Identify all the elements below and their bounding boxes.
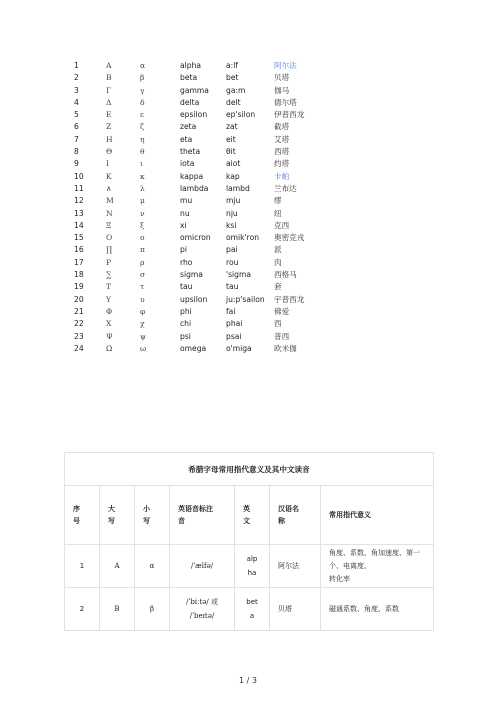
letter-lowercase: κ <box>140 171 145 181</box>
row1-en-line2: ha <box>247 569 257 577</box>
letter-number: 15 <box>74 233 84 243</box>
row2-meaning <box>321 588 434 631</box>
list-item <box>74 294 434 306</box>
header-cn <box>270 486 321 545</box>
list-item <box>74 208 434 220</box>
header-ipa-line2: 音 <box>178 517 185 525</box>
header-en-line1: 英 <box>243 505 250 513</box>
list-item <box>74 146 434 158</box>
list-item <box>74 318 434 330</box>
letter-number: 10 <box>74 171 84 181</box>
letter-lowercase: η <box>140 134 145 144</box>
row1-en <box>235 545 270 588</box>
page-indicator: 1 / 3 <box>239 676 257 685</box>
letter-lowercase: ι <box>140 159 143 169</box>
letter-chinese-name: 德尔塔 <box>274 97 297 107</box>
letter-lowercase: λ <box>140 183 145 193</box>
row2-en-line1: bet <box>246 598 258 606</box>
letter-lowercase: ω <box>140 343 147 353</box>
letter-number: 21 <box>74 306 84 316</box>
letter-chinese-name: 派 <box>274 245 282 255</box>
table-row <box>65 545 434 588</box>
table-header-row <box>65 486 434 545</box>
letter-lowercase: ρ <box>140 257 145 267</box>
letter-lowercase: υ <box>140 294 145 304</box>
letter-english-name: zeta <box>180 122 197 132</box>
row1-meaning-line2: 转化率 <box>329 574 350 583</box>
header-lower-line1: 小 <box>143 505 150 513</box>
list-item <box>74 85 434 97</box>
row2-ipa <box>170 588 235 631</box>
letter-english-name: rho <box>180 257 193 267</box>
letter-number: 14 <box>74 220 84 230</box>
letter-chinese-name: 西格马 <box>274 270 297 280</box>
letter-number: 2 <box>74 73 79 83</box>
letter-uppercase: Ρ <box>106 257 112 267</box>
letter-chinese-name: 伽马 <box>274 85 290 95</box>
list-item <box>74 220 434 232</box>
letter-lowercase: β <box>140 73 145 83</box>
header-lower <box>135 486 170 545</box>
list-item <box>74 257 434 269</box>
row1-cn: 阿尔法 <box>270 545 321 588</box>
letter-uppercase: Δ <box>106 97 112 107</box>
letter-pronunciation: lambd <box>226 183 250 193</box>
letter-pronunciation: kap <box>226 171 240 181</box>
letter-uppercase: ∧ <box>106 183 112 193</box>
letter-number: 20 <box>74 294 84 304</box>
letter-pronunciation: bet <box>226 73 239 83</box>
row1-ipa <box>170 545 235 588</box>
letter-uppercase: Χ <box>106 319 112 329</box>
list-item <box>74 109 434 121</box>
letter-chinese-name: 截塔 <box>274 122 290 132</box>
letter-chinese-name: 克西 <box>274 220 290 230</box>
letter-english-name: eta <box>180 134 193 144</box>
letter-chinese-name: 普西 <box>274 331 290 341</box>
letter-uppercase: Φ <box>106 306 113 316</box>
list-item <box>74 60 434 72</box>
letter-number: 18 <box>74 270 84 280</box>
letter-pronunciation: tau <box>226 282 239 292</box>
letter-pronunciation: omik'ron <box>226 233 260 243</box>
letter-number: 17 <box>74 257 84 267</box>
letter-lowercase: γ <box>140 85 145 95</box>
header-ipa-line1: 英语音标注 <box>178 505 213 513</box>
header-upper-line2: 写 <box>108 517 115 525</box>
letter-uppercase: ∑ <box>106 270 112 280</box>
letter-number: 16 <box>74 245 84 255</box>
letter-lowercase: ζ <box>140 122 145 132</box>
header-upper <box>100 486 135 545</box>
letter-uppercase: Κ <box>106 171 112 181</box>
letter-number: 22 <box>74 319 84 329</box>
letter-number: 19 <box>74 282 84 292</box>
list-item <box>74 121 434 133</box>
list-item <box>74 134 434 146</box>
row1-lower: α <box>135 545 170 588</box>
letter-chinese-name: 伊普西龙 <box>274 110 305 120</box>
letter-uppercase: Ξ <box>106 220 112 230</box>
letter-uppercase: Γ <box>106 85 112 95</box>
letter-uppercase: Υ <box>106 294 112 304</box>
list-item <box>74 232 434 244</box>
list-item <box>74 171 434 183</box>
letter-pronunciation: zat <box>226 122 238 132</box>
letter-english-name: epsilon <box>180 110 208 120</box>
list-item <box>74 281 434 293</box>
header-cn-line2: 称 <box>278 517 285 525</box>
letter-lowercase: μ <box>140 196 145 206</box>
letter-english-name: upsilon <box>180 294 208 304</box>
letter-chinese-name: 奥密克戎 <box>274 233 305 243</box>
header-upper-line1: 大 <box>108 505 115 513</box>
letter-english-name: gamma <box>180 85 209 95</box>
letter-number: 5 <box>74 110 79 120</box>
letter-english-name: theta <box>180 147 201 157</box>
letter-pronunciation: fai <box>226 306 236 316</box>
list-item <box>74 97 434 109</box>
row2-en-line2: a <box>249 612 255 620</box>
letter-chinese-name: 约塔 <box>274 159 290 169</box>
letter-chinese-name: 西塔 <box>274 147 290 157</box>
letter-english-name: delta <box>180 97 200 107</box>
letter-lowercase: δ <box>140 97 145 107</box>
letter-pronunciation: mju <box>226 196 241 206</box>
letter-english-name: lambda <box>180 183 209 193</box>
row2-ipa-line2: /ˈbeɪtə/ <box>189 612 215 620</box>
list-item <box>74 343 434 355</box>
letter-number: 11 <box>74 183 84 193</box>
letter-lowercase: ν <box>140 208 145 218</box>
letter-pronunciation: phai <box>226 319 243 329</box>
letter-uppercase: Ψ <box>106 331 113 341</box>
row2-lower: β <box>135 588 170 631</box>
letter-lowercase: ξ <box>140 220 145 230</box>
table-row <box>65 588 434 631</box>
letter-number: 12 <box>74 196 84 206</box>
letter-number: 1 <box>74 61 79 70</box>
letter-lowercase: ε <box>140 110 144 120</box>
letter-pronunciation: a:lf <box>226 61 238 70</box>
header-num-line1: 序 <box>73 505 80 513</box>
letter-number: 7 <box>74 134 79 144</box>
row1-num: 1 <box>65 545 100 588</box>
letter-lowercase: θ <box>140 147 145 157</box>
letter-chinese-name: 贝塔 <box>274 73 290 83</box>
letter-pronunciation: delt <box>226 97 241 107</box>
letter-chinese-name: 肉 <box>274 257 282 267</box>
list-item <box>74 183 434 195</box>
greek-alphabet-list <box>74 60 434 355</box>
list-item <box>74 158 434 170</box>
header-num-line2: 号 <box>73 517 80 525</box>
letter-english-name: pi <box>180 245 187 255</box>
row2-en <box>235 588 270 631</box>
list-item <box>74 269 434 281</box>
header-meaning: 常用指代意义 <box>321 486 434 545</box>
header-ipa <box>170 486 235 545</box>
row2-num: 2 <box>65 588 100 631</box>
list-item <box>74 244 434 256</box>
row2-upper: Β <box>100 588 135 631</box>
letter-pronunciation: θit <box>226 147 236 157</box>
letter-number: 6 <box>74 122 79 132</box>
letter-pronunciation: rou <box>226 257 239 267</box>
letter-lowercase: τ <box>140 282 145 292</box>
letter-number: 24 <box>74 343 84 353</box>
letter-uppercase: Ε <box>106 110 112 120</box>
letter-pronunciation: 'sigma <box>226 270 252 280</box>
letter-pronunciation: psai <box>226 331 242 341</box>
letter-pronunciation: nju <box>226 208 238 218</box>
letter-uppercase: Τ <box>106 282 112 292</box>
header-en-line2: 文 <box>243 517 250 525</box>
letter-chinese-name: 艾塔 <box>274 134 290 144</box>
letter-uppercase: Ω <box>106 343 113 353</box>
header-num <box>65 486 100 545</box>
letter-uppercase: Ν <box>106 208 113 218</box>
letter-pronunciation: ep'silon <box>226 110 256 120</box>
letter-english-name: mu <box>180 196 193 206</box>
list-item <box>74 72 434 84</box>
row2-cn: 贝塔 <box>270 588 321 631</box>
letter-uppercase: Μ <box>106 196 114 206</box>
letter-chinese-name: 宇普西龙 <box>274 294 305 304</box>
header-en <box>235 486 270 545</box>
table-title: 希腊字母常用指代意义及其中文读音 <box>65 453 434 486</box>
row1-meaning-line1: 角度、系数、角加速度、第一个、电离度、 <box>329 548 420 570</box>
letter-chinese-name: 缪 <box>274 196 282 206</box>
letter-chinese-name: 纽 <box>274 208 282 218</box>
letter-english-name: tau <box>180 282 193 292</box>
letter-pronunciation: eit <box>226 134 236 144</box>
letter-english-name: iota <box>180 159 195 169</box>
row1-meaning <box>321 545 434 588</box>
list-item <box>74 195 434 207</box>
letter-chinese-name: 阿尔法 <box>274 61 297 70</box>
letter-lowercase: σ <box>140 270 146 280</box>
letter-lowercase: ψ <box>140 331 146 341</box>
letter-english-name: omicron <box>180 233 211 243</box>
row1-ipa-line1: /ˈælfə/ <box>190 562 214 570</box>
letter-english-name: beta <box>180 73 198 83</box>
letter-number: 4 <box>74 97 79 107</box>
letter-number: 8 <box>74 147 79 157</box>
letter-chinese-name: 兰布达 <box>274 183 297 193</box>
list-item <box>74 306 434 318</box>
letter-pronunciation: ju:p'sailon <box>226 294 265 304</box>
greek-meaning-table <box>64 452 434 631</box>
letter-lowercase: α <box>140 61 146 70</box>
letter-english-name: nu <box>180 208 190 218</box>
letter-pronunciation: o'miga <box>226 343 252 353</box>
letter-uppercase: Ι <box>106 159 109 169</box>
letter-english-name: omega <box>180 343 207 353</box>
letter-number: 13 <box>74 208 84 218</box>
letter-english-name: chi <box>180 319 192 329</box>
letter-uppercase: ∏ <box>106 245 113 255</box>
letter-english-name: kappa <box>180 171 204 181</box>
letter-english-name: phi <box>180 306 192 316</box>
letter-chinese-name: 佛爱 <box>274 306 290 316</box>
letter-uppercase: Θ <box>106 147 113 157</box>
letter-pronunciation: ksi <box>226 220 237 230</box>
letter-pronunciation: pai <box>226 245 238 255</box>
letter-chinese-name: 套 <box>274 282 282 292</box>
letter-english-name: psi <box>180 331 191 341</box>
letter-chinese-name: 卡帕 <box>274 171 290 181</box>
letter-uppercase: Β <box>106 73 112 83</box>
letter-uppercase: Ο <box>106 233 113 243</box>
letter-lowercase: φ <box>140 306 146 316</box>
letter-lowercase: ο <box>140 233 145 243</box>
row2-ipa-line1: /ˈbiːtə/ 或 <box>186 598 218 606</box>
letter-number: 3 <box>74 85 79 95</box>
letter-lowercase: χ <box>140 319 145 329</box>
letter-chinese-name: 西 <box>274 319 282 329</box>
letter-english-name: sigma <box>180 270 203 280</box>
letter-uppercase: Η <box>106 134 113 144</box>
letter-uppercase: Α <box>106 61 112 70</box>
row2-meaning-line1: 磁通系数、角度、系数 <box>329 604 399 613</box>
header-cn-line1: 汉语名 <box>278 505 299 513</box>
letter-uppercase: Ζ <box>106 122 112 132</box>
letter-number: 23 <box>74 331 84 341</box>
letter-chinese-name: 欧米伽 <box>274 343 297 353</box>
header-lower-line2: 写 <box>143 517 150 525</box>
letter-lowercase: π <box>140 245 145 255</box>
letter-english-name: xi <box>180 220 187 230</box>
letter-number: 9 <box>74 159 79 169</box>
letter-pronunciation: aiot <box>226 159 241 169</box>
letter-pronunciation: ga:m <box>226 85 246 95</box>
row1-upper: Α <box>100 545 135 588</box>
row1-en-line1: alp <box>246 555 258 563</box>
list-item <box>74 331 434 343</box>
letter-english-name: alpha <box>180 61 202 70</box>
